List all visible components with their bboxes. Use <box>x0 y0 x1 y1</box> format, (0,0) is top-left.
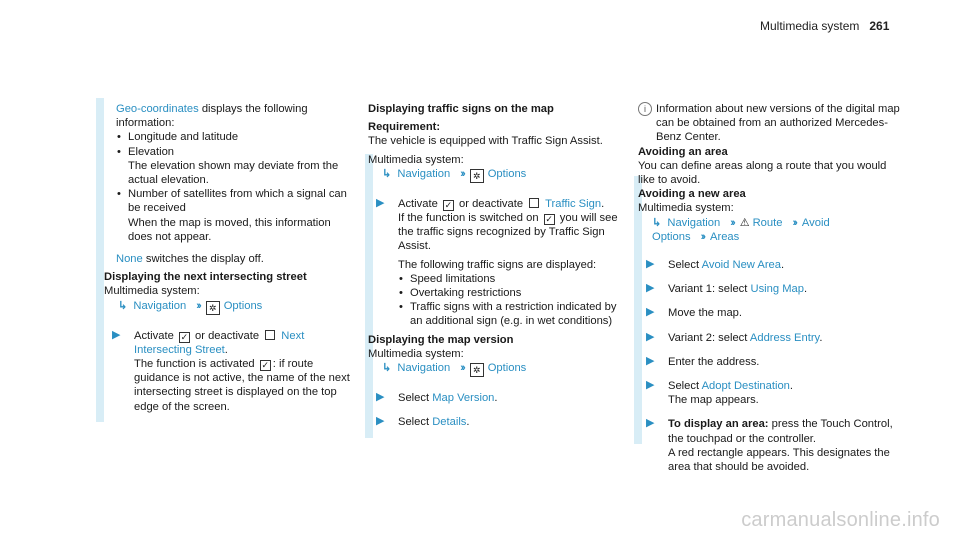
return-arrow-icon: ↳ <box>382 362 392 375</box>
section-heading: Displaying the next intersecting street <box>104 271 307 284</box>
step: ▶ Select Adopt Destination. The map appears. <box>646 379 794 407</box>
areas-link[interactable]: Areas <box>710 230 740 243</box>
options-link[interactable]: Options <box>652 230 691 243</box>
step: ▶ Select Details. <box>376 415 470 429</box>
options-link[interactable]: Options <box>487 362 527 375</box>
satellite-note: When the map is moved, this information does not appear. <box>128 216 331 243</box>
step-arrow-icon: ▶ <box>646 258 655 271</box>
requirement-text: The vehicle is equipped with Traffic Sign Assist. <box>368 135 603 148</box>
info-note: i Information about new versions of the digital map can be obtained from an authorized Mercedes-Benz Center. <box>638 102 902 145</box>
sat-list <box>116 187 354 215</box>
column1-panel-bar <box>96 98 104 422</box>
header-title: Multimedia system <box>760 19 860 33</box>
nav-path <box>104 299 354 315</box>
step: ▶ Activate ✓ or deactivate Traffic Sign. If the function is switched on ✓ you will see the traffic signs recognized by Traffic Sign Assist. The following traffic signs are displayed: • Speed limitations • Overtaking restrictions • Traffic signs with a restriction indicated by an additional sign (e.g. in wet conditions) <box>368 197 618 329</box>
step: ▶ To display an area: press the Touch Control, the touchpad or the controller. A red rectangle appears. This designates the area that should be avoided. <box>646 417 893 474</box>
gear-icon: ✲ <box>470 363 484 377</box>
none-link[interactable]: None <box>116 253 143 266</box>
geo-paragraph: Geo-coordinates displays the following information: <box>116 103 308 130</box>
list-item: • Number of satellites from which a signal can be received <box>128 187 354 215</box>
options-link[interactable]: Options <box>223 299 263 312</box>
gear-icon: ✲ <box>206 301 220 315</box>
checkbox-checked-icon: ✓ <box>444 199 453 210</box>
step-arrow-icon: ▶ <box>112 328 121 341</box>
navigation-link[interactable]: Navigation <box>397 362 451 375</box>
return-arrow-icon: ↳ <box>652 216 662 229</box>
double-chevron-icon: ›› <box>460 167 464 180</box>
column-1 <box>104 102 354 414</box>
navigation-link[interactable]: Navigation <box>397 167 451 180</box>
step-arrow-icon: ▶ <box>646 282 655 295</box>
navigation-link[interactable]: Navigation <box>133 299 187 312</box>
nav-path <box>368 361 618 377</box>
route-link[interactable]: Route <box>752 216 783 229</box>
step: ▶ Activate ✓ or deactivate Next Intersecting Street. The function is activated ✓ : if route guidance is not active, the name of the next intersecting street is displayed on the top edge of the screen. <box>112 328 350 413</box>
page-header <box>760 19 889 33</box>
list-item: • Elevation <box>128 145 354 159</box>
geo-list <box>116 130 354 158</box>
step-arrow-icon: ▶ <box>376 391 385 404</box>
double-chevron-icon: ›› <box>460 362 464 375</box>
step-arrow-icon: ▶ <box>376 196 385 209</box>
section-heading: Avoiding an area <box>638 145 728 158</box>
column-2 <box>368 102 618 429</box>
list-item: • Traffic signs with a restriction indicated by an additional sign (e.g. in wet conditions) <box>410 300 618 328</box>
checkbox-empty-icon <box>265 330 275 340</box>
options-link[interactable]: Options <box>487 167 527 180</box>
step-arrow-icon: ▶ <box>646 354 655 367</box>
nav-path <box>368 167 618 183</box>
intro-text: You can define areas along a route that you would like to avoid. <box>638 159 887 187</box>
avoid-new-area-link[interactable]: Avoid New Area <box>701 259 781 272</box>
system-label: Multimedia system: <box>104 285 200 298</box>
geo-coordinates-link[interactable]: Geo-coordinates <box>116 103 199 115</box>
elevation-note: The elevation shown may deviate from the actual elevation. <box>128 159 339 187</box>
using-map-link[interactable]: Using Map <box>750 283 804 296</box>
navigation-link[interactable]: Navigation <box>667 216 721 229</box>
map-version-link[interactable]: Map Version <box>432 392 495 405</box>
system-label: Multimedia system: <box>368 153 464 166</box>
watermark: carmanualsonline.info <box>741 508 940 531</box>
system-label: Multimedia system: <box>638 202 734 215</box>
step: ▶ Variant 2: select Address Entry. <box>646 330 823 344</box>
step-arrow-icon: ▶ <box>376 415 385 428</box>
page-number: 261 <box>869 19 890 33</box>
nav-path <box>638 216 902 230</box>
details-link[interactable]: Details <box>432 416 467 429</box>
double-chevron-icon: ›› <box>196 299 200 312</box>
nav-path-cont <box>638 230 902 244</box>
return-arrow-icon: ↳ <box>118 299 128 312</box>
step: ▶ Select Map Version. <box>376 391 498 405</box>
step: ▶ Move the map. <box>646 306 742 320</box>
requirement-label: Requirement: <box>368 121 441 134</box>
avoid-link[interactable]: Avoid <box>801 216 830 229</box>
step-arrow-icon: ▶ <box>646 417 655 430</box>
step-arrow-icon: ▶ <box>646 379 655 392</box>
step-arrow-icon: ▶ <box>646 330 655 343</box>
column-3 <box>638 102 902 474</box>
adopt-destination-link[interactable]: Adopt Destination <box>701 380 790 393</box>
signs-intro: The following traffic signs are displayed: <box>398 258 597 271</box>
step: ▶ Select Avoid New Area. <box>646 258 785 272</box>
step-arrow-icon: ▶ <box>646 306 655 319</box>
section-heading: Displaying the map version <box>368 333 514 346</box>
list-item: • Longitude and latitude <box>128 130 354 144</box>
checkbox-empty-icon <box>529 198 539 208</box>
gear-icon: ✲ <box>470 169 484 183</box>
none-paragraph: None switches the display off. <box>116 253 264 266</box>
double-chevron-icon: ›› <box>700 230 705 243</box>
section-heading: Displaying traffic signs on the map <box>368 103 554 115</box>
step: ▶ Enter the address. <box>646 354 760 368</box>
signs-list <box>398 272 618 329</box>
double-chevron-icon: ›› <box>792 216 796 229</box>
next-intersecting-street-link[interactable]: Next Intersecting Street <box>134 329 305 356</box>
list-item: • Speed limitations <box>410 272 618 286</box>
info-icon: i <box>638 102 652 116</box>
traffic-sign-link[interactable]: Traffic Sign <box>545 197 602 210</box>
route-warning-icon: ⚠ <box>739 216 750 229</box>
address-entry-link[interactable]: Address Entry <box>749 331 820 344</box>
double-chevron-icon: ›› <box>730 216 734 229</box>
system-label: Multimedia system: <box>368 347 464 360</box>
checkbox-checked-icon: ✓ <box>261 360 270 371</box>
section-heading: Avoiding a new area <box>638 188 746 201</box>
return-arrow-icon: ↳ <box>382 167 392 180</box>
list-item: • Overtaking restrictions <box>410 286 618 300</box>
step: ▶ Variant 1: select Using Map. <box>646 282 808 296</box>
checkbox-checked-icon: ✓ <box>545 214 553 225</box>
checkbox-checked-icon: ✓ <box>180 331 189 342</box>
